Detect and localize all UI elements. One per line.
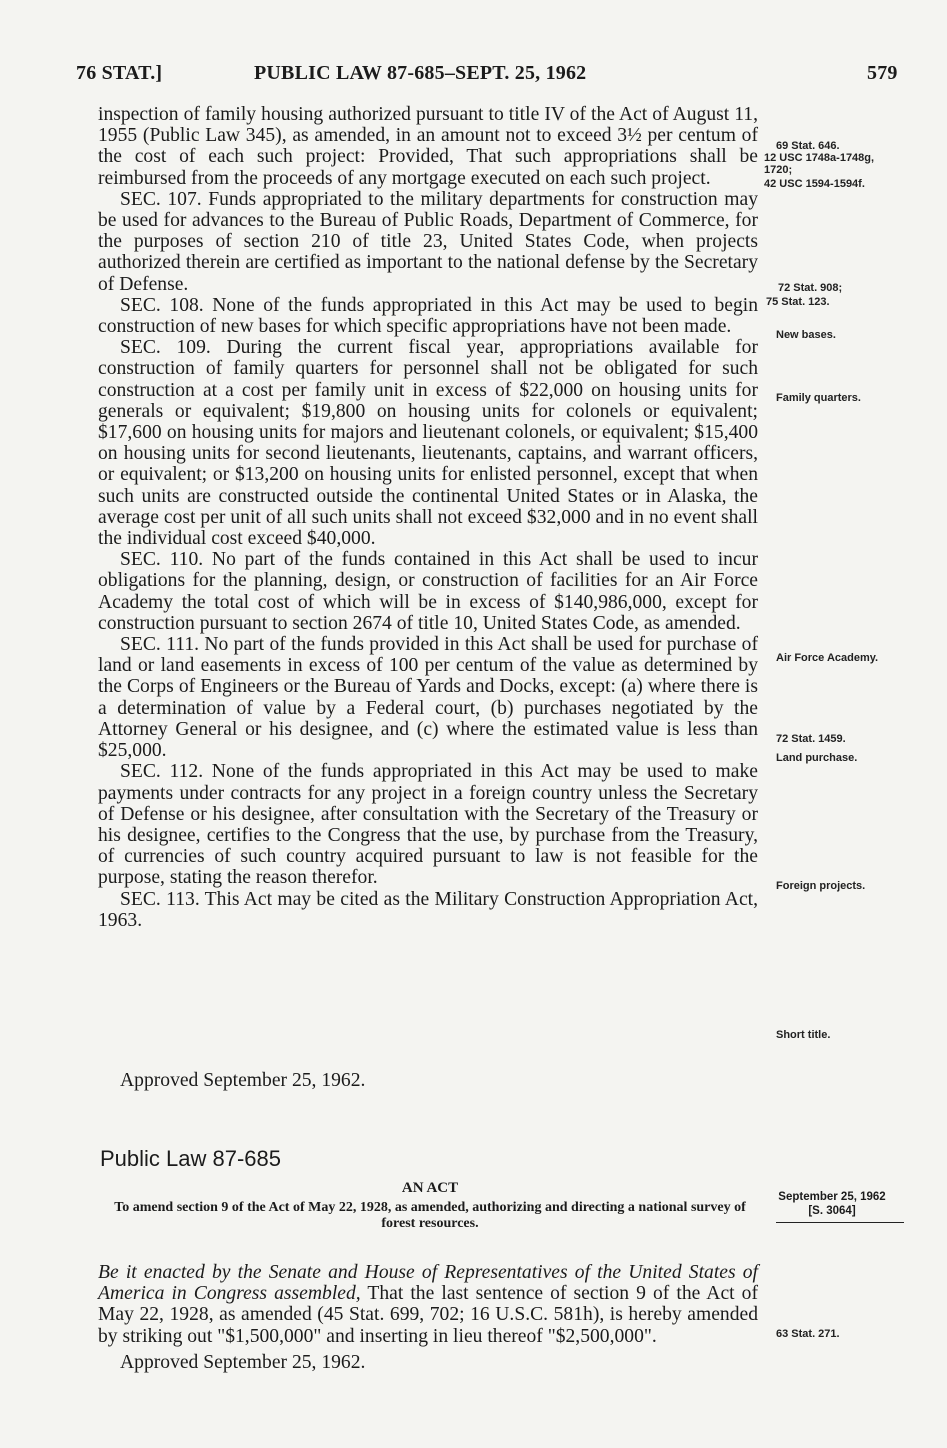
margin-note: 72 Stat. 908; bbox=[778, 282, 843, 294]
margin-note: New bases. bbox=[776, 329, 836, 341]
section-108: SEC. 108. None of the funds appropriated in this Act may be used to begin construction of new bases for which specific appropriations have not been made. bbox=[98, 294, 758, 338]
margin-note: 69 Stat. 646. bbox=[776, 140, 840, 152]
margin-note: Family quarters. bbox=[776, 392, 861, 404]
margin-note: 12 USC 1748a-1748g, 1720; bbox=[764, 152, 875, 176]
header-title: PUBLIC LAW 87-685–SEPT. 25, 1962 bbox=[254, 62, 587, 84]
public-law-title: Public Law 87-685 bbox=[100, 1146, 282, 1171]
margin-note: 75 Stat. 123. bbox=[766, 296, 830, 308]
act-purpose: To amend section 9 of the Act of May 22, 1928, as amended, authorizing and directing a national survey of forest resources. bbox=[114, 1200, 746, 1231]
section-109: SEC. 109. During the current fiscal year, appropriations available for construction of family quarters for personnel shall not be obligated for such construction at a cost per family unit in excess of $22,000 on housing units for generals or equivalent; $19,800 on housing units for colonels or equivalent; $17,600 on housing units for majors and lieutenant colonels, or equivalent; $15,400 on housing units for second lieutenants, lieutenants, captains, and warrant officers, or equivalent; or $13,200 on housing units for enlisted personnel, except that when such units are constructed outside the continental United States or in Alaska, the average cost per unit of all such units shall not exceed $32,000 and in no event shall the individual cost exceed $40,000. bbox=[98, 337, 758, 550]
approval-line: Approved September 25, 1962. bbox=[120, 1352, 366, 1373]
margin-note: 72 Stat. 1459. bbox=[776, 733, 846, 745]
body-column bbox=[98, 104, 758, 931]
approval-line: Approved September 25, 1962. bbox=[120, 1070, 366, 1091]
section-113: SEC. 113. This Act may be cited as the Military Construction Appropriation Act, 1963. bbox=[98, 888, 758, 931]
section-112: SEC. 112. None of the funds appropriated in this Act may be used to make payments under contracts for any project in a foreign country unless the Secretary of Defense or his designee, after consultation with the Secretary of the Treasury or his designee, certifies to the Congress that the use, by purchase from the Treasury, of currencies of such country acquired pursuant to law is not feasible for the purpose, stating the reason therefor. bbox=[98, 761, 758, 889]
enacting-text bbox=[98, 1262, 758, 1347]
margin-note: 63 Stat. 271. bbox=[776, 1328, 840, 1340]
margin-note: Foreign projects. bbox=[776, 880, 866, 892]
bill-reference bbox=[762, 1190, 902, 1218]
approval-date: September 25, 1962 bbox=[778, 1191, 886, 1203]
section-107: SEC. 107. Funds appropriated to the military departments for construction may be used for advances to the Bureau of Public Roads, Department of Commerce, for the purposes of section 210 of title 23, United States Code, when projects authorized therein are certified as important to the national defense by the Secretary of Defense. bbox=[98, 188, 758, 295]
an-act-heading: AN ACT bbox=[401, 1180, 459, 1196]
paragraph-continuation: inspection of family housing authorized pursuant to title IV of the Act of August 11, 1955 (Public Law 345), as amended, in an amount not to exceed 3½ per centum of the cost of each such project: Provided, That such appropriations shall be reimbursed from the proceeds of any mortgage executed on each such project. bbox=[98, 104, 758, 189]
page-number: 579 bbox=[867, 62, 898, 84]
margin-note: Short title. bbox=[776, 1029, 831, 1041]
amendment-text: That the last sentence of section 9 of the Act of May 22, 1928, as amended (45 Stat. 699, 702; 16 U.S.C. 581h), is hereby amended by striking out "$1,500,000" and inserting in lieu thereof "$2,500,000". bbox=[98, 1283, 758, 1347]
section-110: SEC. 110. No part of the funds contained in this Act shall be used to incur obligations for the planning, design, or construction of facilities for an Air Force Academy the total cost of which will be in excess of $140,986,000, except for construction pursuant to section 2674 of title 10, United States Code, as amended. bbox=[98, 549, 758, 634]
margin-note: 42 USC 1594-1594f. bbox=[764, 178, 865, 190]
header-volume: 76 STAT.] bbox=[76, 62, 163, 84]
divider bbox=[776, 1222, 904, 1223]
enacting-clause: Be it enacted by the Senate and House of Representatives of the United States of America in Congress assembled, bbox=[98, 1262, 758, 1305]
margin-note: Land purchase. bbox=[776, 752, 858, 764]
margin-note: Air Force Academy. bbox=[776, 652, 879, 664]
bill-number: [S. 3064] bbox=[808, 1205, 856, 1217]
section-111: SEC. 111. No part of the funds provided in this Act shall be used for purchase of land or land easements in excess of 100 per centum of the value as determined by the Corps of Engineers or the Bureau of Yards and Docks, except: (a) where there is a determination of value by a Federal court, (b) purchases negotiated by the Attorney General or his designee, and (c) where the estimated value is less than $25,000. bbox=[98, 634, 758, 762]
